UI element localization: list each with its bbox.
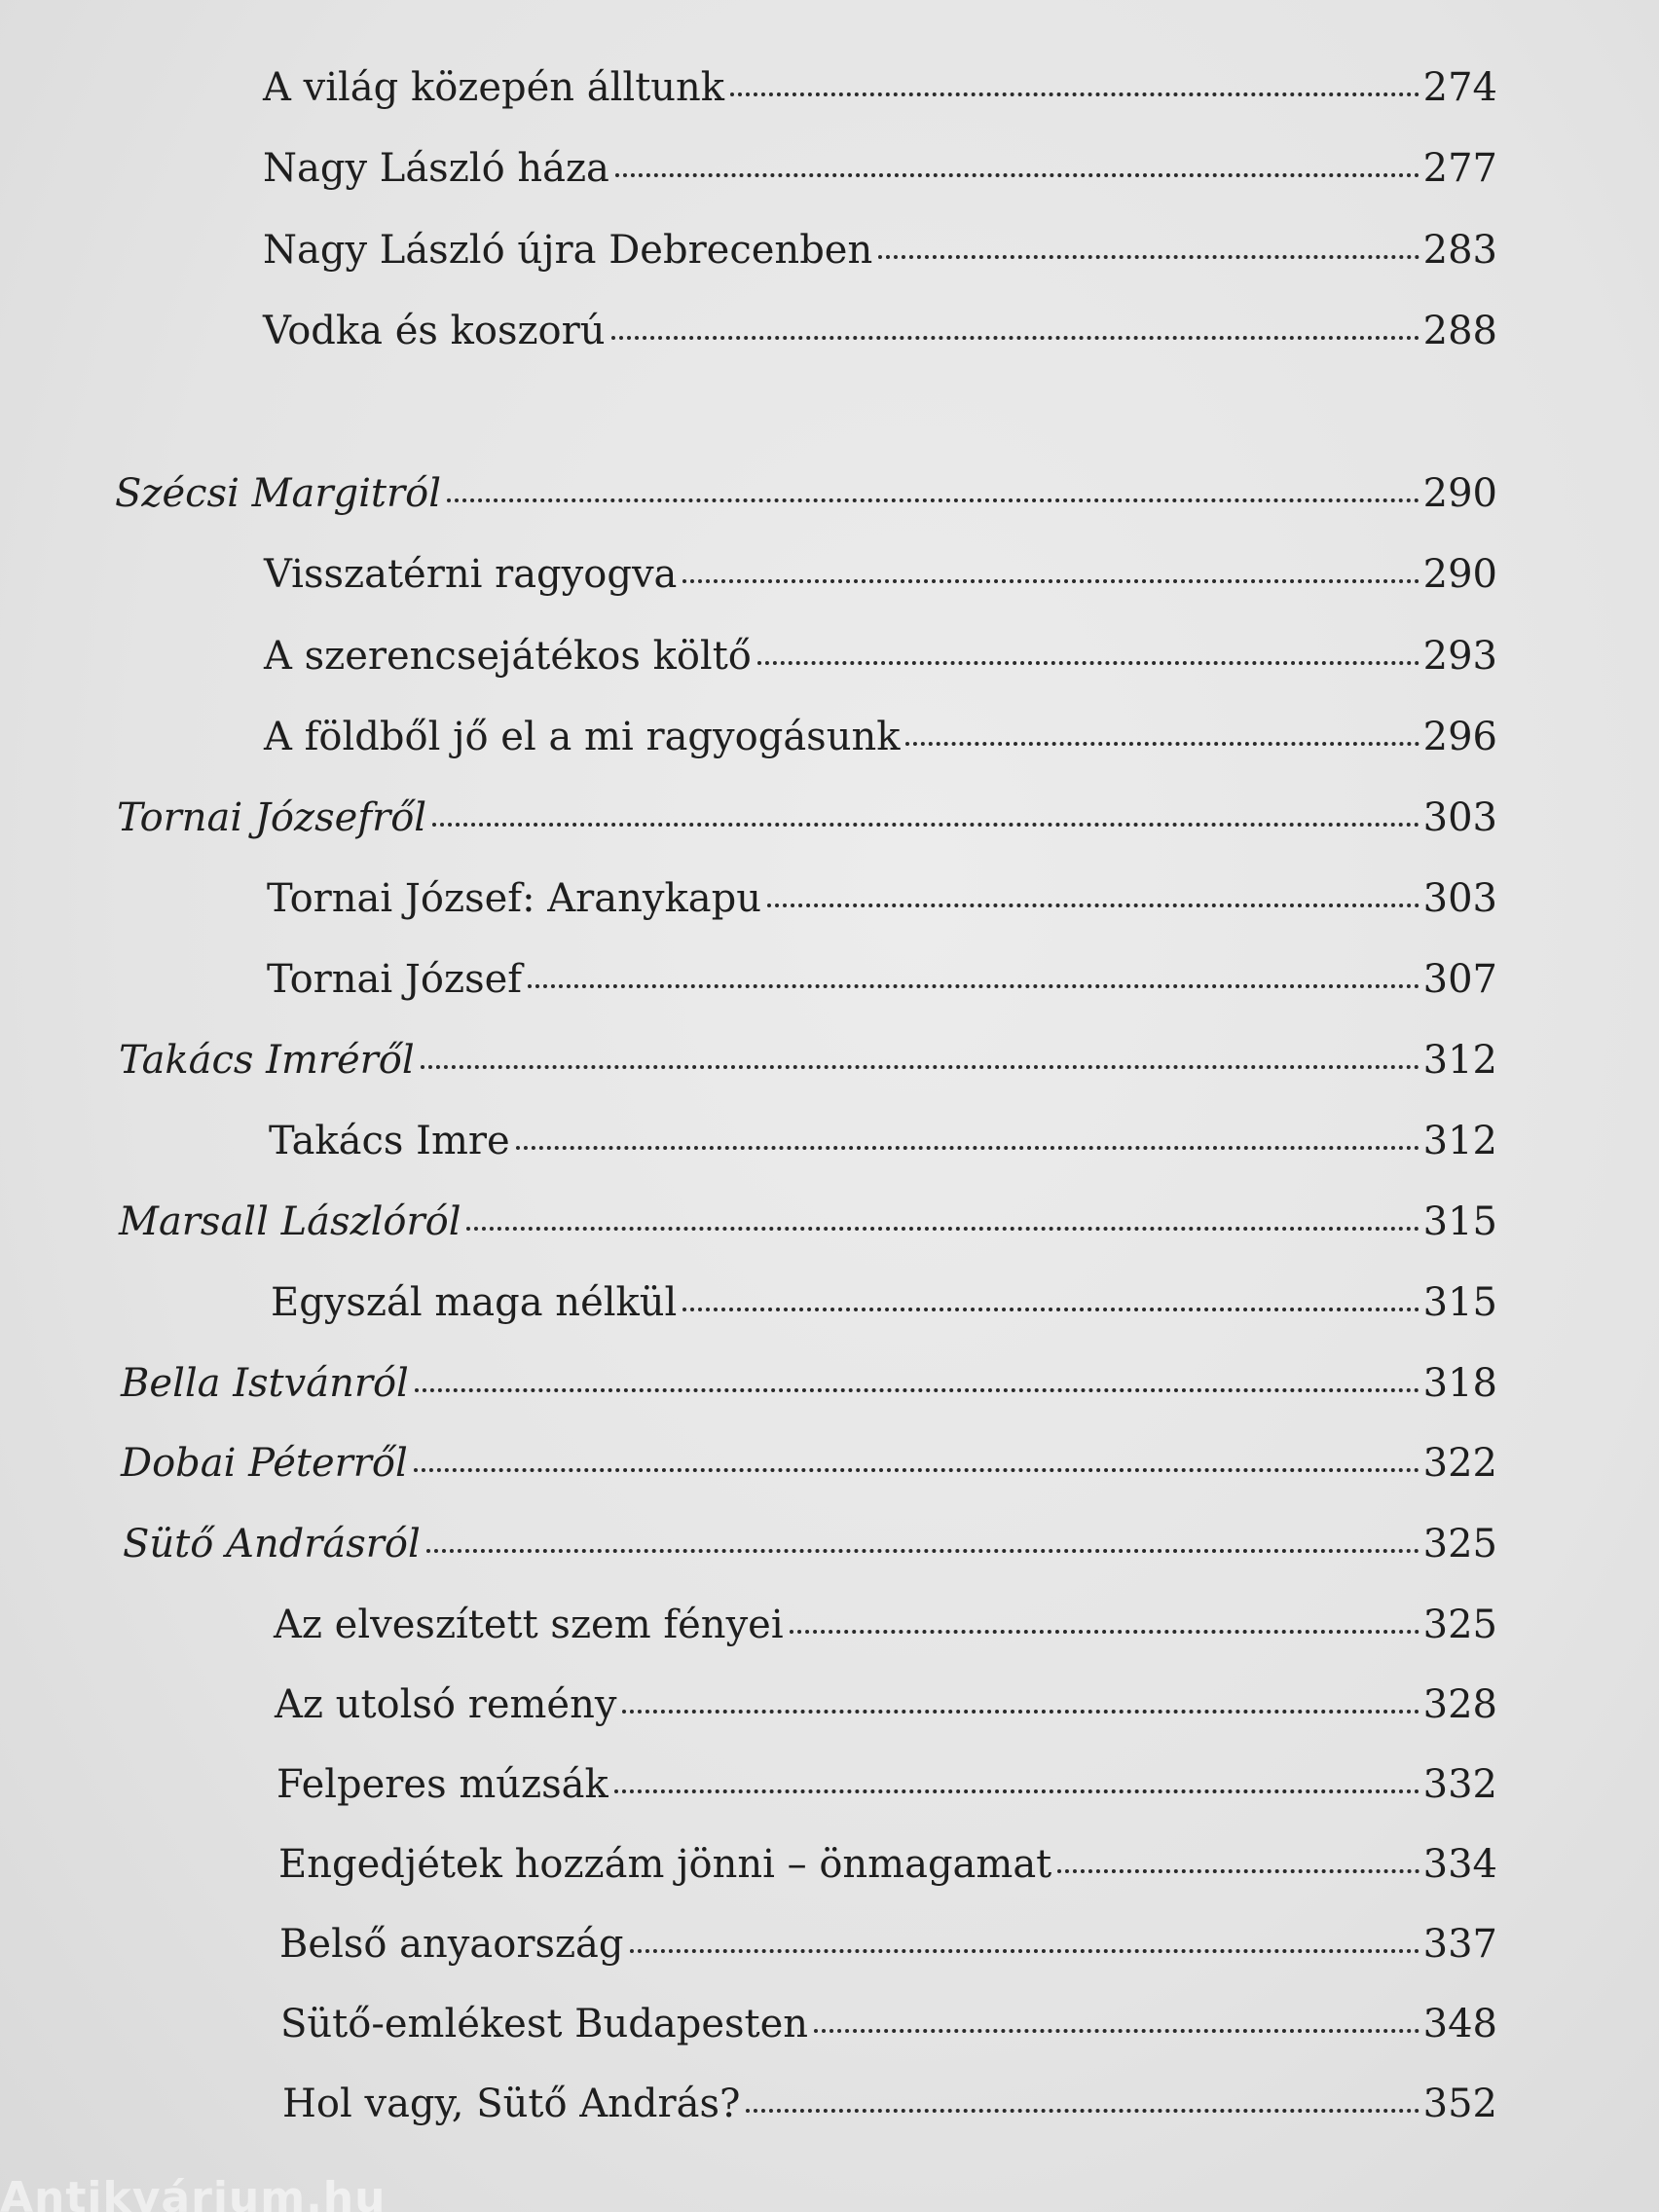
toc-chapter (117, 789, 1497, 847)
dot-leader (415, 1388, 1419, 1392)
toc-chapter-page: 315 (1422, 1199, 1497, 1244)
toc-entry-page: 334 (1422, 1842, 1497, 1887)
dot-leader (746, 2109, 1419, 2113)
toc-chapter-title: Bella Istvánról (121, 1361, 409, 1406)
dot-leader (767, 903, 1419, 907)
toc-entry (264, 627, 1497, 685)
toc-entry-page: 325 (1422, 1603, 1497, 1647)
toc-entry-page: 283 (1422, 228, 1497, 273)
watermark: Antikvárium.hu (0, 2173, 387, 2212)
dot-leader (878, 255, 1419, 259)
toc-entry (280, 1995, 1497, 2053)
toc-chapter (115, 464, 1497, 523)
dot-leader (528, 984, 1419, 988)
toc-chapter-title: Sütő Andrásról (123, 1522, 421, 1567)
toc-entry-title: A földből jő el a mi ragyogásunk (264, 715, 901, 759)
toc-entry-title: Visszatérni ragyogva (264, 552, 678, 597)
dot-leader (432, 823, 1419, 827)
toc-entry-page: 332 (1422, 1762, 1497, 1807)
toc-entry-page: 274 (1422, 65, 1497, 110)
toc-entry (264, 708, 1497, 766)
toc-entry (267, 950, 1497, 1009)
toc-entry-title: Az utolsó remény (275, 1682, 617, 1727)
dot-leader (614, 1789, 1419, 1793)
toc-chapter (119, 1193, 1497, 1251)
toc-entry-title: Tornai József: Aranykapu (267, 876, 761, 921)
toc-entry-page: 288 (1422, 309, 1497, 353)
toc-entry-title: Engedjétek hozzám jönni – önmagamat (278, 1842, 1052, 1887)
toc-entry-title: Nagy László háza (263, 146, 609, 191)
toc-entry-page: 328 (1422, 1682, 1497, 1727)
toc-entry-title: Vodka és koszorú (263, 309, 606, 353)
dot-leader (814, 2029, 1419, 2033)
dot-leader (730, 92, 1419, 96)
toc-entry-page: 296 (1422, 715, 1497, 759)
toc-chapter (123, 1515, 1497, 1573)
toc-entry-page: 312 (1422, 1119, 1497, 1163)
dot-leader (790, 1630, 1419, 1634)
toc-chapter-page: 325 (1422, 1522, 1497, 1567)
dot-leader (447, 498, 1419, 502)
toc-chapter (119, 1031, 1497, 1089)
toc-entry (264, 545, 1497, 604)
dot-leader (414, 1468, 1419, 1472)
dot-leader (421, 1065, 1419, 1069)
dot-leader (611, 336, 1419, 340)
toc-chapter-page: 303 (1422, 795, 1497, 840)
toc-entry-title: A szerencsejátékos költő (264, 634, 752, 679)
toc-entry (269, 1112, 1497, 1170)
dot-leader (905, 742, 1419, 746)
toc-entry-title: Belső anyaország (279, 1922, 624, 1967)
toc-entry-title: Nagy László újra Debrecenben (263, 228, 873, 273)
toc-entry (263, 139, 1497, 198)
toc-entry-title: Az elveszített szem fényei (274, 1603, 784, 1647)
toc-entry-title: Tornai József (267, 957, 523, 1002)
dot-leader (757, 661, 1419, 665)
toc-chapter-title: Dobai Péterről (121, 1441, 408, 1486)
toc-entry-page: 303 (1422, 876, 1497, 921)
toc-entry (271, 1273, 1497, 1332)
toc-chapter (121, 1434, 1497, 1493)
dot-leader (466, 1227, 1419, 1231)
toc-entry-page: 290 (1422, 552, 1497, 597)
dot-leader (622, 1710, 1419, 1714)
toc-chapter-page: 318 (1422, 1361, 1497, 1406)
toc-entry (274, 1596, 1497, 1654)
toc-entry-title: Hol vagy, Sütő András? (282, 2082, 741, 2126)
toc-entry-page: 293 (1422, 634, 1497, 679)
toc-entry-page: 315 (1422, 1280, 1497, 1325)
toc-entry-title: A világ közepén álltunk (263, 65, 725, 110)
toc-chapter-title: Takács Imréről (119, 1038, 415, 1083)
toc-chapter-title: Marsall Lászlóról (119, 1199, 461, 1244)
dot-leader (426, 1549, 1419, 1553)
toc-entry-page: 277 (1422, 146, 1497, 191)
toc-chapter-page: 322 (1422, 1441, 1497, 1486)
toc-chapter-title: Szécsi Margitról (115, 471, 441, 516)
toc-entry (278, 1835, 1497, 1894)
toc-chapter (121, 1354, 1497, 1413)
toc-entry-page: 352 (1422, 2082, 1497, 2126)
toc-entry (276, 1755, 1497, 1814)
toc-chapter-page: 312 (1422, 1038, 1497, 1083)
toc-entry-title: Takács Imre (269, 1119, 510, 1163)
dot-leader (682, 1308, 1419, 1311)
toc-entry (275, 1676, 1497, 1734)
toc-entry (279, 1915, 1497, 1973)
dot-leader (516, 1146, 1419, 1150)
toc-entry-page: 307 (1422, 957, 1497, 1002)
toc-entry-title: Felperes múzsák (276, 1762, 608, 1807)
toc-entry-page: 348 (1422, 2002, 1497, 2046)
dot-leader (615, 173, 1419, 177)
toc-entry-page: 337 (1422, 1922, 1497, 1967)
toc-entry (263, 58, 1497, 117)
dot-leader (682, 579, 1419, 583)
dot-leader (1057, 1869, 1419, 1873)
dot-leader (630, 1949, 1419, 1953)
toc-entry (263, 302, 1497, 360)
toc-entry-title: Egyszál maga nélkül (271, 1280, 678, 1325)
toc-entry (282, 2075, 1497, 2133)
toc-chapter-page: 290 (1422, 471, 1497, 516)
toc-entry (267, 869, 1497, 928)
toc-chapter-title: Tornai Józsefről (117, 795, 427, 840)
toc-entry (263, 221, 1497, 279)
toc-entry-title: Sütő-emlékest Budapesten (280, 2002, 809, 2046)
